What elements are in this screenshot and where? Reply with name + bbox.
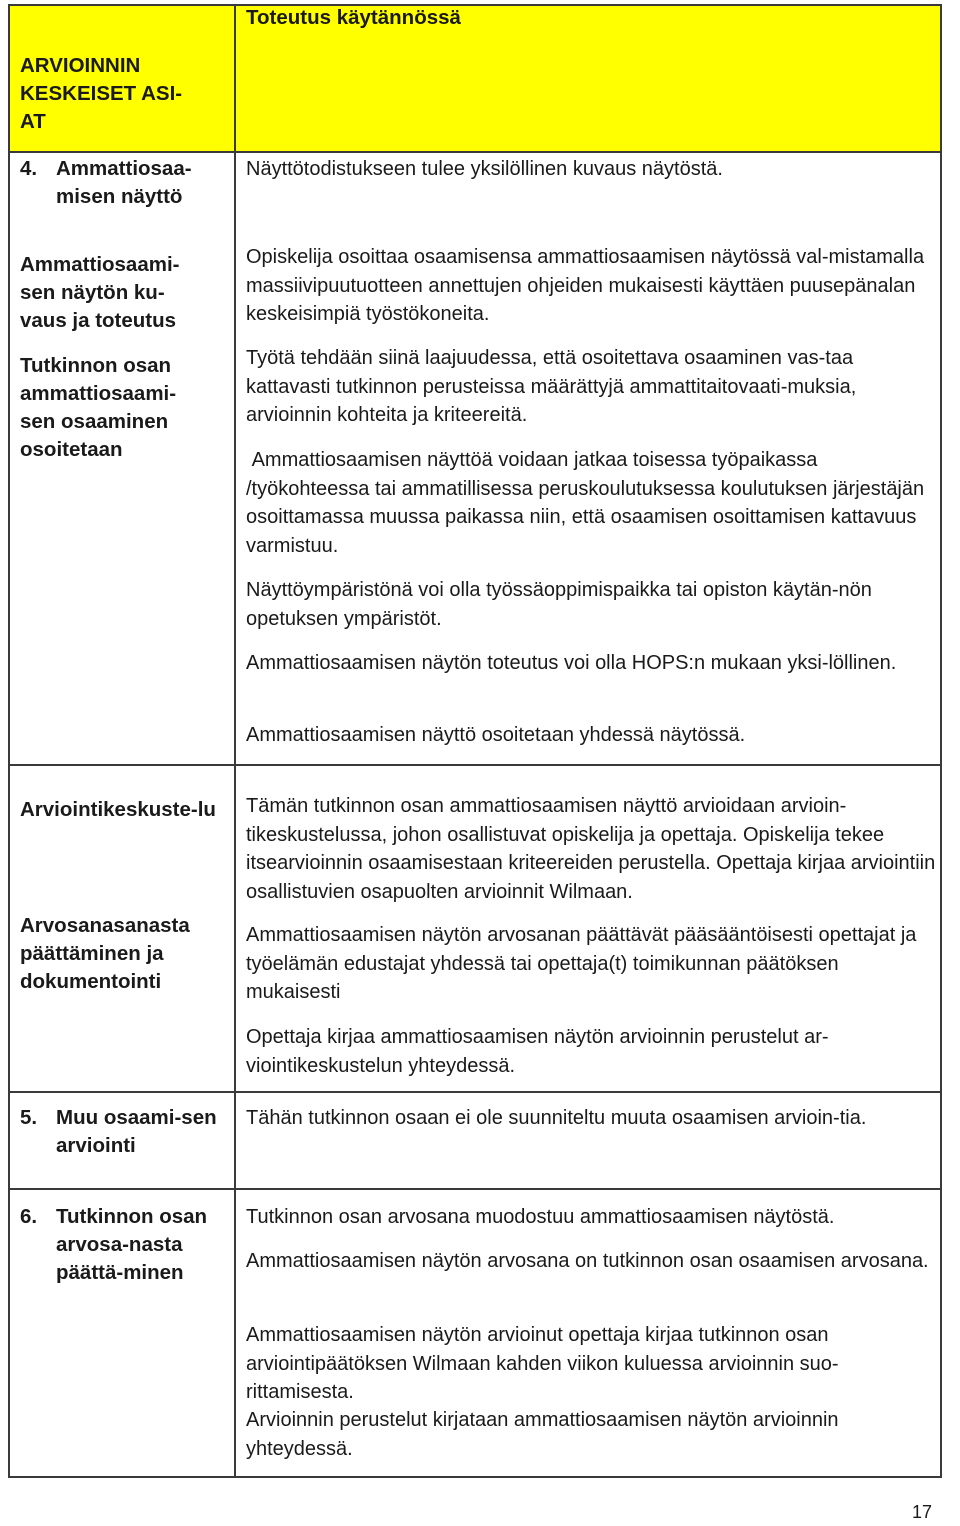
- row-divider-section6: [8, 1188, 942, 1190]
- section4-title: Ammattiosaa-misen näyttö: [56, 157, 192, 208]
- evaluation-paragraph-3: Opettaja kirjaa ammattiosaamisen näytön arvioinnin perustelut ar-viointikeskustelun yhteydessä.: [246, 1026, 829, 1077]
- description-paragraph-6: Ammattiosaamisen näyttö osoitetaan yhdessä näytössä.: [246, 724, 746, 746]
- description-label: Ammattiosaami-sen näytön ku-vaus ja toteutus: [20, 253, 180, 332]
- description-paragraph-1: Opiskelija osoittaa osaamisensa ammattiosaamisen näytössä val-mistamalla massiivipuutuotteen annettujen ohjeiden mukaisesti käyttäen puusepänalan keskeisimpiä työstökoneita.: [246, 246, 925, 325]
- section6-paragraph-1: Tutkinnon osan arvosana muodostuu ammattiosaamisen näytöstä.: [246, 1206, 835, 1228]
- description-paragraph-4: Näyttöympäristönä voi olla työssäoppimispaikka tai opiston käytän-nön opetuksen ympäristöt.: [246, 579, 872, 630]
- description-paragraph-5: Ammattiosaamisen näytön toteutus voi olla HOPS:n mukaan yksi-löllinen.: [246, 652, 897, 674]
- column-title: Toteutus käytännössä: [246, 6, 461, 29]
- evaluation-discussion-label: Arviointikeskuste-lu: [20, 798, 216, 821]
- description-paragraph-3: Ammattiosaamisen näyttöä voidaan jatkaa toisessa työpaikassa /työkohteessa tai ammatillisessa peruskoulutuksessa koulutuksen järjestäjän osoittamassa muussa paikassa niin, että osaamisen osoittamisen kattavuus varmistuu.: [246, 449, 930, 557]
- grading-label: Arvosanasanasta päättäminen ja dokumentointi: [20, 914, 190, 993]
- header-label: ARVIOINNIN KESKEISET ASI-AT: [20, 54, 183, 133]
- row-divider-header: [8, 151, 942, 153]
- section6-paragraph-2: Ammattiosaamisen näytön arvosana on tutkinnon osan osaamisen arvosana.: [246, 1250, 929, 1272]
- section6-title: Tutkinnon osan arvosa-nasta päättä-minen: [56, 1205, 208, 1284]
- row-divider-section5: [8, 1091, 942, 1093]
- section5-title: Muu osaami-sen arviointi: [56, 1106, 217, 1157]
- row-divider-evaluation: [8, 764, 942, 766]
- evaluation-paragraph-1: Tämän tutkinnon osan ammattiosaamisen näyttö arvioidaan arvioin-tikeskustelussa, johon osallistuvat opiskelija ja opettaja. Opiskelija tekee itsearvioinnin osaamisestaan kriteereiden perustella. Opettaja kirjaa arviointiin osallistuvien osapuolten arvioinnit Wilmaan.: [246, 795, 936, 903]
- page-number: 17: [911, 1502, 932, 1522]
- description-paragraph-2: Työtä tehdään siinä laajuudessa, että osoitettava osaaminen vas-taa kattavasti tutkinnon perusteissa määrättyjä ammattitaitovaati-muksia, arvioinnin kohteita ja kriteereitä.: [246, 347, 857, 426]
- section6-number: 6.: [20, 1205, 38, 1228]
- section6-paragraph-4: Arvioinnin perustelut kirjataan ammattiosaamisen näytön arvioinnin yhteydessä.: [246, 1409, 839, 1460]
- section5-label: [20, 1104, 225, 1160]
- section4-label: [20, 155, 225, 211]
- section6-paragraph-3: Ammattiosaamisen näytön arvioinut opettaja kirjaa tutkinnon osan arviointipäätöksen Wilmaan kahden viikon kuluessa arvioinnin suo-rittamisesta.: [246, 1324, 839, 1403]
- section4-text: Näyttötodistukseen tulee yksilöllinen kuvaus näytöstä.: [246, 158, 723, 180]
- demonstration-label: Tutkinnon osan ammattiosaami-sen osaaminen osoitetaan: [20, 354, 177, 461]
- column-divider: [234, 4, 236, 1478]
- section6-label: [20, 1203, 225, 1287]
- evaluation-paragraph-2: Ammattiosaamisen näytön arvosanan päättävät pääsääntöisesti opettajat ja työelämän edustajat yhdessä tai opettaja(t) toimikunnan päätöksen mukaisesti: [246, 924, 917, 1003]
- section5-text: Tähän tutkinnon osaan ei ole suunniteltu muuta osaamisen arvioin-tia.: [246, 1107, 867, 1129]
- section5-number: 5.: [20, 1106, 38, 1129]
- section4-number: 4.: [20, 157, 38, 180]
